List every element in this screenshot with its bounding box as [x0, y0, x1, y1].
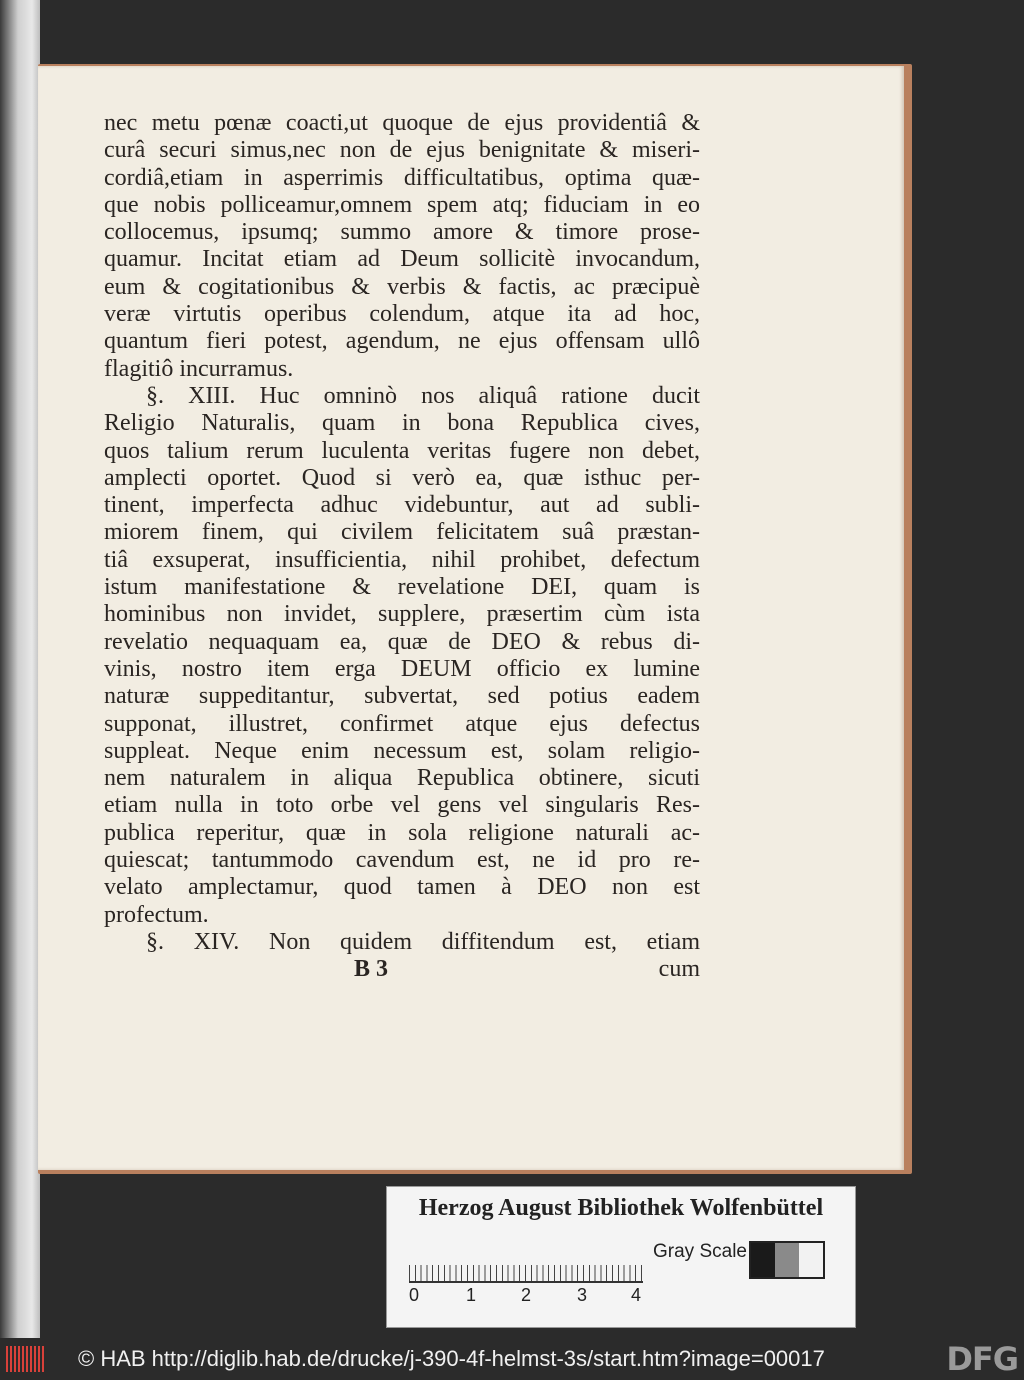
text-line: veræ virtutis operibus colendum, atque ita ad hoc, [104, 301, 700, 328]
text-line: publica reperitur, quæ in sola religione naturali ac- [104, 819, 700, 846]
ruler-number: 1 [466, 1285, 477, 1305]
text-line: nem naturalem in aliqua Republica obtinere, sicuti [104, 765, 700, 792]
viewer-footer-bar [0, 1338, 1024, 1380]
copyright-url[interactable]: © HAB http://diglib.hab.de/drucke/j-390-4f-helmst-3s/start.htm?image=00017 [78, 1346, 825, 1371]
signature-mark: B 3 [354, 956, 389, 983]
text-line: profectum. [104, 901, 209, 928]
gray-scale-label: Gray Scale [653, 1241, 747, 1262]
section-heading-line: §. XIV. Non quidem diffitendum est, etiam [146, 928, 700, 955]
text-line: suppleat. Neque enim necessum est, solam religio- [104, 737, 700, 764]
gray-patch-light [799, 1243, 823, 1277]
text-line: cordiâ,etiam in asperrimis difficultatibus, optima quæ- [104, 164, 700, 191]
text-line: quantum fieri potest, agendum, ne ejus offensam ullô [104, 328, 700, 355]
book-page [38, 66, 904, 1170]
text-line: supponat, illustret, confirmet atque ejus defectus [104, 710, 700, 737]
ruler-number: 4 [631, 1285, 642, 1305]
text-line: tinent, imperfecta adhuc videbuntur, aut ad subli- [104, 492, 700, 519]
ruler-number: 2 [521, 1285, 532, 1305]
text-line: etiam nulla in toto orbe vel gens vel singularis Res- [104, 792, 700, 819]
text-line: nec metu pœnæ coacti,ut quoque de ejus providentiâ & [104, 110, 700, 136]
text-line: Religio Naturalis, quam in bona Republica cives, [104, 410, 700, 437]
page-footer [104, 956, 700, 983]
text-line: vinis, nostro item erga DEUM officio ex lumine [104, 655, 700, 682]
ruler [409, 1249, 643, 1283]
text-line: amplecti oportet. Quod si verò ea, quæ isthuc per- [104, 464, 700, 491]
text-line: naturæ suppeditantur, subvertat, sed potius eadem [104, 683, 700, 710]
text-line: que nobis polliceamur,omnem spem atq; fiduciam in eo [104, 191, 700, 218]
text-line: miorem finem, qui civilem felicitatem suâ præstan- [104, 519, 700, 546]
text-line: velato amplectamur, quod tamen à DEO non est [104, 874, 700, 901]
text-line: collocemus, ipsumq; summo amore & timore prose- [104, 219, 700, 246]
ruler-number: 3 [577, 1285, 588, 1305]
text-line: istum manifestatione & revelatione DEI, quam is [104, 574, 700, 601]
gray-patch-mid [775, 1243, 799, 1277]
color-calibration-chart [386, 1186, 856, 1328]
barcode-logo-icon [6, 1346, 46, 1372]
gray-scale-patches [749, 1241, 825, 1279]
text-line: tiâ exsuperat, insufficientia, nihil prohibet, defectum [104, 546, 700, 573]
text-line: curâ securi simus,nec non de ejus benignitate & miseri- [104, 137, 700, 164]
text-line: quos talium rerum luculenta veritas fugere non debet, [104, 437, 700, 464]
text-line: quamur. Incitat etiam ad Deum sollicitè invocandum, [104, 246, 700, 273]
ruler-number: 0 [409, 1285, 420, 1305]
text-line: hominibus non invidet, supplere, præsertim cùm ista [104, 601, 700, 628]
catchword: cum [658, 956, 700, 983]
library-name: Herzog August Bibliothek Wolfenbüttel [418, 1195, 824, 1221]
section-heading-line: §. XIII. Huc omninò nos aliquâ ratione ducit [146, 382, 700, 409]
adjacent-page-edge [0, 0, 40, 1338]
text-line: eum & cogitationibus & verbis & factis, ac præcipuè [104, 273, 700, 300]
text-line: quiescat; tantummodo cavendum est, ne id pro re- [104, 847, 700, 874]
gray-patch-dark [751, 1243, 775, 1277]
dfg-logo: DFG [946, 1340, 1018, 1378]
page-text [104, 110, 700, 984]
text-line: revelatio nequaquam ea, quæ de DEO & rebus di- [104, 628, 700, 655]
text-line: flagitiô incurramus. [104, 355, 294, 382]
